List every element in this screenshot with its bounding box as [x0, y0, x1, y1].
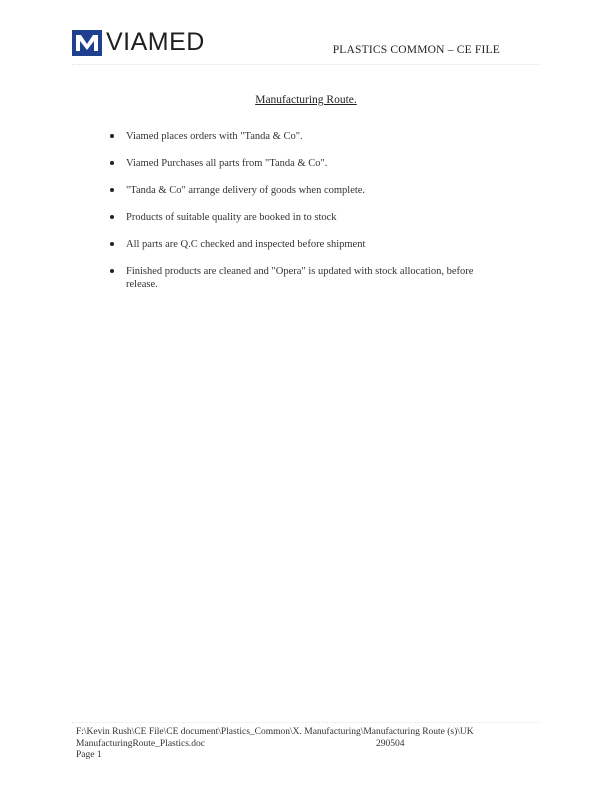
- footer-filename: ManufacturingRoute_Plastics.doc: [76, 738, 206, 749]
- list-item: [110, 211, 482, 224]
- header-title: PLASTICS COMMON – CE FILE: [332, 44, 500, 56]
- list-item: [110, 130, 482, 143]
- header-divider: [72, 64, 540, 65]
- bullet-list: [110, 130, 482, 305]
- footer-date: 290504: [376, 738, 405, 749]
- bullet-icon: [110, 215, 114, 219]
- bullet-icon: [110, 134, 114, 138]
- bullet-icon: [110, 188, 114, 192]
- bullet-icon: [110, 161, 114, 165]
- viamed-logo-mark-icon: [72, 30, 102, 56]
- footer-page-number: Page 1: [76, 750, 102, 760]
- footer: [76, 727, 476, 762]
- viamed-logo: [72, 30, 207, 58]
- list-item: [110, 265, 482, 291]
- list-item-text: Finished products are cleaned and "Opera" is updated with stock allocation, before release.: [126, 266, 474, 290]
- logo-wordmark: VIAMED: [106, 28, 205, 56]
- bullet-icon: [110, 242, 114, 246]
- list-item-text: Viamed places orders with "Tanda & Co".: [126, 131, 303, 142]
- bullet-icon: [110, 269, 114, 273]
- list-item-text: "Tanda & Co" arrange delivery of goods when complete.: [126, 185, 366, 196]
- footer-file-row: [76, 739, 476, 751]
- list-item-text: All parts are Q.C checked and inspected before shipment: [126, 239, 366, 250]
- list-item: [110, 157, 482, 170]
- document-title: Manufacturing Route.: [255, 94, 357, 106]
- list-item: [110, 238, 482, 251]
- list-item-text: Products of suitable quality are booked in to stock: [126, 212, 337, 223]
- list-item: [110, 184, 482, 197]
- list-item-text: Viamed Purchases all parts from "Tanda & Co".: [126, 158, 328, 169]
- footer-divider: [72, 722, 540, 723]
- footer-path: F:\Kevin Rush\CE File\CE document\Plastics_Common\X. Manufacturing\Manufacturing Route (s)\UK: [76, 727, 474, 737]
